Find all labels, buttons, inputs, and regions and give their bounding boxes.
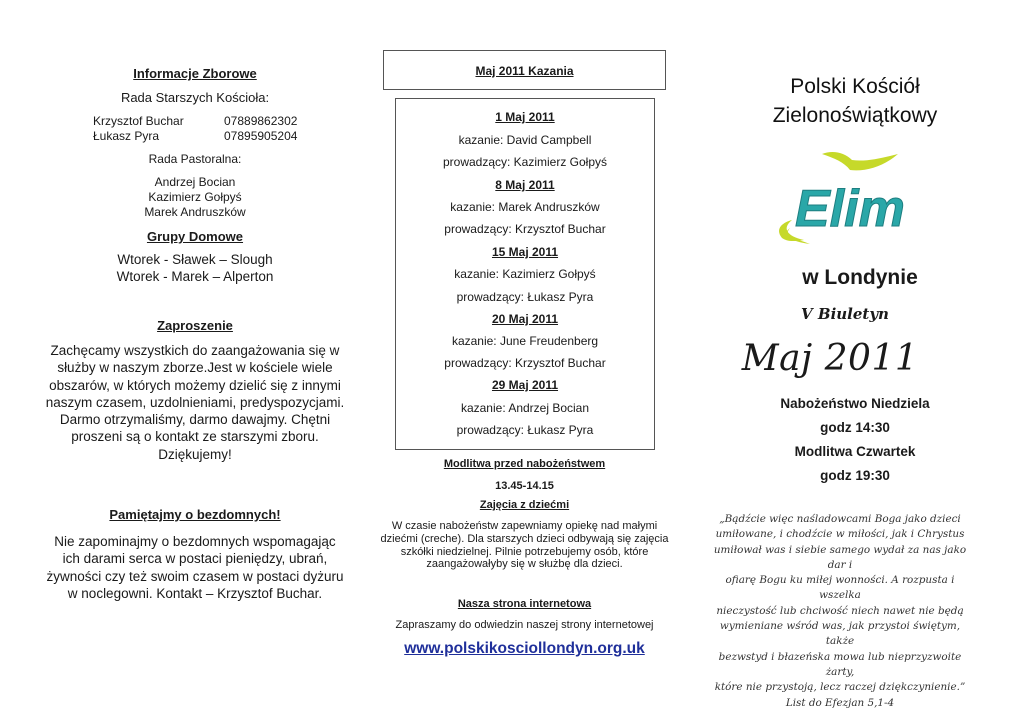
contact-phone: 07889862302 bbox=[224, 114, 298, 128]
invitation-text: Zachęcamy wszystkich do zaangażowania się w służby w naszym zborze.Jest w kościele wiele obszarów, w których możemy dzielić się z innymi naszym czasem, uzdolnieniami, predyspozycjami. Darmo otrzymaliśmy, darmo dawajmy. Chętni proszeni są o kontakt ze starszymi zboru. Dziękujemy! bbox=[45, 343, 345, 462]
children-text: W czasie nabożeństw zapewniamy opiekę nad małymi dziećmi (creche). Dla starszych dzieci odbywają się zajęcia szkółki niedzielnej. Pilnie potrzebujemy osób, które zaangażowałyby się w służbę dla dzieci. bbox=[380, 520, 669, 571]
bible-quote bbox=[705, 512, 975, 711]
elim-logo bbox=[770, 148, 930, 248]
pastoral-member: Marek Andruszków bbox=[144, 205, 246, 219]
logo-bird bbox=[822, 152, 898, 170]
quote-line: które nie przystoją, lecz raczej dziękczynienie.” bbox=[714, 681, 966, 694]
sermon-preacher: kazanie: June Freudenberg bbox=[451, 334, 599, 348]
elders-title: Rada Starszych Kościoła: bbox=[120, 90, 270, 105]
city-title: w Londynie bbox=[802, 266, 918, 289]
bulletin-number: V Biuletyn bbox=[801, 305, 889, 323]
website-link[interactable]: www.polskikosciollondyn.org.uk bbox=[404, 640, 645, 657]
thursday-time: godz 19:30 bbox=[820, 468, 890, 483]
contact-row bbox=[93, 129, 353, 143]
contact-row bbox=[93, 114, 353, 128]
logo-text: Elim bbox=[795, 180, 905, 238]
church-name-line: Zielonoświątkowy bbox=[772, 104, 938, 127]
sunday-time: godz 14:30 bbox=[820, 420, 890, 435]
sermons-header-box bbox=[383, 50, 666, 90]
group-item: Wtorek - Sławek – Slough bbox=[117, 252, 273, 267]
pastoral-member: Andrzej Bocian bbox=[154, 175, 236, 189]
group-item: Wtorek - Marek – Alperton bbox=[116, 269, 274, 284]
quote-line: umiłował was i siebie samego wydał za nas jako dar i bbox=[713, 543, 967, 571]
quote-line: bezwstyd i błazeńska mowa lub nieprzyzwoite żarty, bbox=[718, 650, 962, 678]
info-heading: Informacje Zborowe bbox=[133, 66, 257, 81]
quote-reference: List do Efezjan 5,1-4 bbox=[785, 696, 895, 709]
sermon-preacher: kazanie: Andrzej Bocian bbox=[460, 401, 590, 415]
sermon-date: 29 Maj 2011 bbox=[491, 378, 559, 392]
sermon-leader: prowadzący: Łukasz Pyra bbox=[456, 423, 594, 437]
website-heading: Nasza strona internetowa bbox=[457, 598, 592, 610]
sermon-preacher: kazanie: Kazimierz Gołpyś bbox=[454, 267, 596, 281]
prayer-time: 13.45-14.15 bbox=[495, 480, 554, 492]
quote-line: nieczystość lub chciwość niech nawet nie będą bbox=[716, 604, 964, 617]
sermon-leader: prowadzący: Łukasz Pyra bbox=[456, 290, 594, 304]
sermon-date: 1 Maj 2011 bbox=[495, 110, 555, 124]
sermon-date: 20 Maj 2011 bbox=[491, 312, 559, 326]
sermon-leader: prowadzący: Kazimierz Gołpyś bbox=[442, 155, 608, 169]
contact-phone: 07895905204 bbox=[224, 129, 298, 143]
sermons-schedule bbox=[395, 98, 655, 450]
quote-line: „Bądźcie więc naśladowcami Boga jako dzieci bbox=[719, 513, 961, 525]
sunday-service: Nabożeństwo Niedziela bbox=[780, 396, 930, 411]
quote-line: ofiarę Bogu ku miłej wonności. A rozpusta i wszelka bbox=[725, 574, 955, 602]
church-name-line: Polski Kościół bbox=[790, 75, 920, 98]
sermon-leader: prowadzący: Krzysztof Buchar bbox=[444, 356, 606, 370]
sermons-header: Maj 2011 Kazania bbox=[475, 64, 574, 78]
homeless-text: Nie zapominajmy o bezdomnych wspomagając ich darami serca w postaci pieniędzy, ubrań, żywności czy też swoim czasem w postaci dyżuru w noclegowni. Kontakt – Krzysztof Buchar. bbox=[46, 534, 344, 601]
contact-name: Krzysztof Buchar bbox=[93, 114, 184, 128]
sermon-preacher: kazanie: Marek Andruszków bbox=[450, 200, 600, 214]
quote-line: umiłowane, i chodźcie w miłości, jak i Chrystus bbox=[715, 528, 965, 541]
thursday-prayer: Modlitwa Czwartek bbox=[794, 444, 916, 459]
children-heading: Zajęcia z dziećmi bbox=[479, 499, 570, 511]
sermon-date: 8 Maj 2011 bbox=[495, 178, 555, 192]
pastoral-member: Kazimierz Gołpyś bbox=[148, 190, 242, 204]
prayer-heading: Modlitwa przed nabożeństwem bbox=[443, 458, 606, 470]
sermon-date: 15 Maj 2011 bbox=[491, 245, 559, 259]
contact-name: Łukasz Pyra bbox=[93, 129, 160, 143]
groups-heading: Grupy Domowe bbox=[146, 229, 244, 244]
homeless-heading: Pamiętajmy o bezdomnych! bbox=[109, 507, 281, 522]
month-title: Maj 2011 bbox=[741, 338, 919, 379]
invitation-heading: Zaproszenie bbox=[157, 318, 233, 333]
website-invite: Zapraszamy do odwiedzin naszej strony internetowej bbox=[395, 619, 654, 631]
sermon-leader: prowadzący: Krzysztof Buchar bbox=[444, 222, 606, 236]
pastoral-title: Rada Pastoralna: bbox=[148, 152, 242, 166]
sermon-preacher: kazanie: David Campbell bbox=[458, 133, 592, 147]
quote-line: wymieniane wśród was, jak przystoi świętym, także bbox=[719, 620, 961, 648]
church-name bbox=[720, 72, 990, 130]
